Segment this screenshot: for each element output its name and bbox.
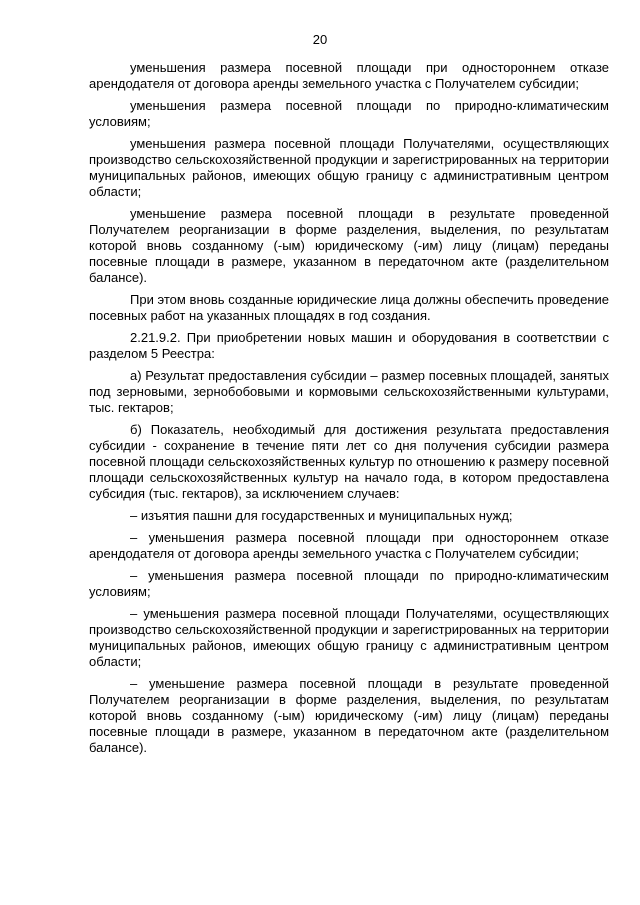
paragraph: уменьшение размера посевной площади в результате проведенной Получателем реорганизации в форме разделения, выделения, по результатам которой вновь созданному (-ым) юридическому (-им) лицу (лицам) переданы посевные площади в размере, указанном в передаточном акте (разделительном балансе).	[89, 206, 609, 285]
paragraph: – уменьшение размера посевной площади в результате проведенной Получателем реорганизации в форме разделения, выделения, по результатам которой вновь созданному (-ым) юридическому (-им) лицу (лицам) переданы посевные площади в размере, указанном в передаточном акте (разделительном балансе).	[89, 676, 609, 755]
paragraph: – изъятия пашни для государственных и муниципальных нужд;	[130, 508, 513, 523]
document-body	[89, 60, 609, 762]
paragraph: – уменьшения размера посевной площади при одностороннем отказе арендодателя от договора аренды земельного участка с Получателем субсидии;	[89, 530, 609, 561]
paragraph: При этом вновь созданные юридические лица должны обеспечить проведение посевных работ на указанных площадях в год создания.	[89, 292, 609, 323]
paragraph: – уменьшения размера посевной площади Получателями, осуществляющих производство сельскохозяйственной продукции и зарегистрированных на территории муниципальных районов, имеющих общую границу с административным центром области;	[89, 606, 609, 669]
paragraph: а) Результат предоставления субсидии – размер посевных площадей, занятых под зерновыми, зернобобовыми и кормовыми сельскохозяйственными культурами, тыс. гектаров;	[89, 368, 609, 415]
paragraph: – уменьшения размера посевной площади по природно-климатическим условиям;	[89, 568, 609, 599]
paragraph: уменьшения размера посевной площади Получателями, осуществляющих производство сельскохозяйственной продукции и зарегистрированных на территории муниципальных районов, имеющих общую границу с административным центром области;	[89, 136, 609, 199]
paragraph: уменьшения размера посевной площади по природно-климатическим условиям;	[89, 98, 609, 129]
paragraph: 2.21.9.2. При приобретении новых машин и оборудования в соответствии с разделом 5 Реестра:	[89, 330, 609, 361]
paragraph: б) Показатель, необходимый для достижения результата предоставления субсидии - сохранение в течение пяти лет со дня получения субсидии размера посевной площади сельскохозяйственных культур по отношению к размеру посевной площади сельскохозяйственных культур на начало года, в котором предоставлена субсидия (тыс. гектаров), за исключением случаев:	[89, 422, 609, 501]
paragraph: уменьшения размера посевной площади при одностороннем отказе арендодателя от договора аренды земельного участка с Получателем субсидии;	[89, 60, 609, 91]
page-number: 20	[312, 32, 328, 47]
